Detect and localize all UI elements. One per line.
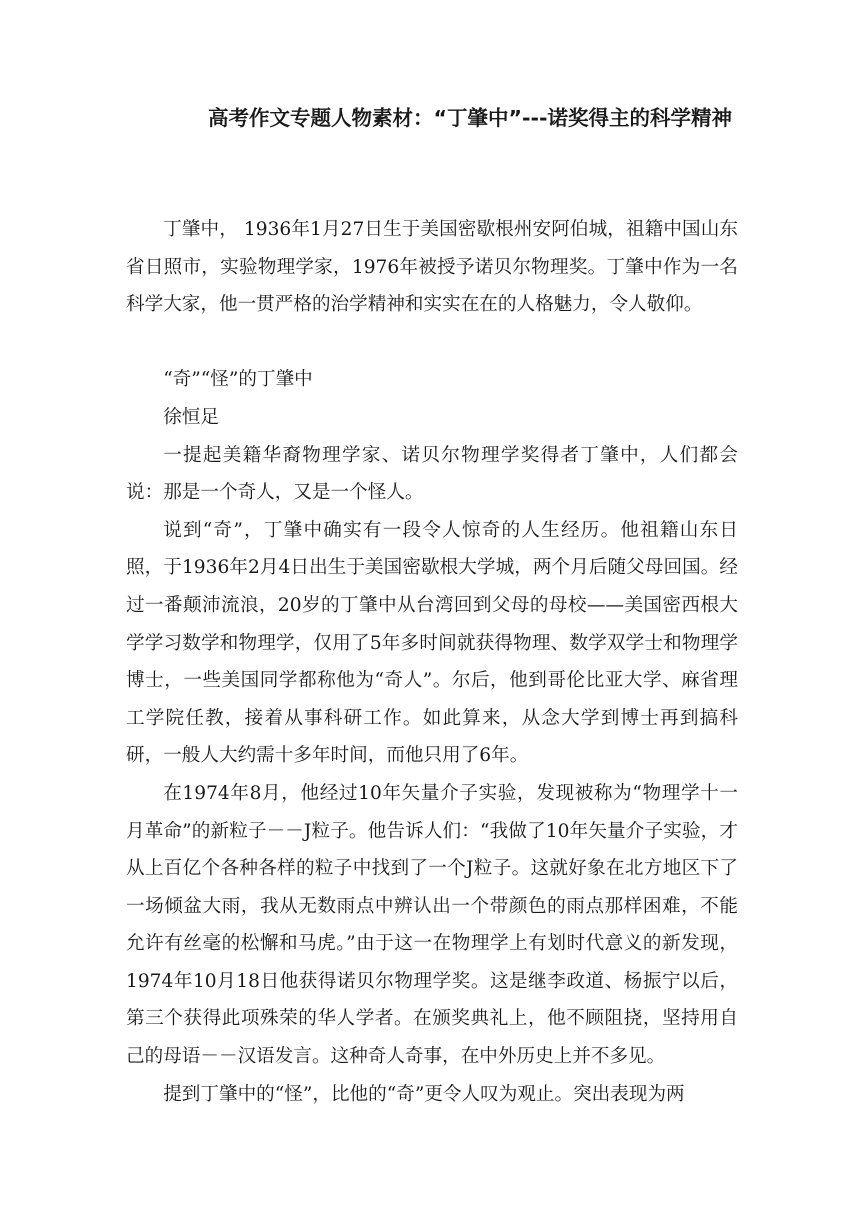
body-paragraph: 提到丁肇中的“怪”，比他的“奇”更令人叹为观止。突出表现为两	[163, 1083, 685, 1105]
body-paragraph: 说到“奇”，丁肇中确实有一段令人惊奇的人生经历。他祖籍山东日照，于1936年2月4日出生于美国密歇根大学城，两个月后随父母回国。经过一番颠沛流浪，20岁的丁肇中从台湾回到父母的母校——美国密西根大学学习数学和物理学，仅用了5年多时间就获得物理、数学双学士和物理学博士，一些美国同学都称他为“奇人”。尔后，他到哥伦比亚大学、麻省理工学院任教，接着从事科研工作。如此算来，从念大学到博士再到搞科研，一般人大约需十多年时间，而他只用了6年。	[126, 519, 738, 767]
document-title: 高考作文专题人物素材：“丁肇中”---诺奖得主的科学精神	[208, 106, 732, 130]
intro-paragraph: 丁肇中， 1936年1月27日生于美国密歇根州安阿伯城，祖籍中国山东省日照市，实验物理学家，1976年被授予诺贝尔物理奖。丁肇中作为一名科学大家，他一贯严格的治学精神和实实在在的人格魅力，令人敬仰。	[126, 219, 738, 316]
body-paragraph: 一提起美籍华裔物理学家、诺贝尔物理学奖得者丁肇中，人们都会说：那是一个奇人，又是一个怪人。	[126, 444, 738, 504]
article-title: “奇”“怪”的丁肇中	[163, 369, 313, 391]
document-body	[126, 211, 738, 1113]
article-author: 徐恒足	[163, 406, 219, 428]
body-paragraph: 在1974年8月，他经过10年矢量介子实验，发现被称为“物理学十一月革命”的新粒子－－J粒子。他告诉人们：“我做了10年矢量介子实验，才从上百亿个各种各样的粒子中找到了一个J粒子。这就好象在北方地区下了一场倾盆大雨，我从无数雨点中辨认出一个带颜色的雨点那样困难，不能允许有丝毫的松懈和马虎。”由于这一在物理学上有划时代意义的新发现，1974年10月18日他获得诺贝尔物理学奖。这是继李政道、杨振宁以后，第三个获得此项殊荣的华人学者。在颁奖典礼上，他不顾阻挠，坚持用自己的母语－－汉语发言。这种奇人奇事，在中外历史上并不多见。	[126, 782, 738, 1068]
